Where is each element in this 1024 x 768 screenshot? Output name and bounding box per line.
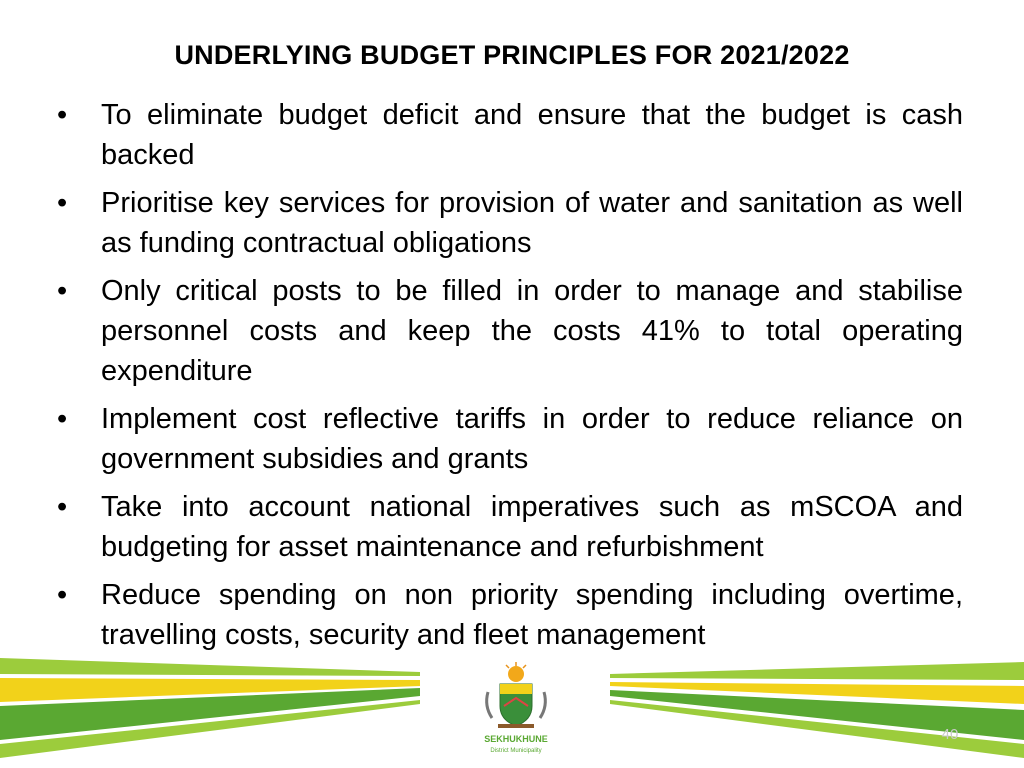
slide-title: UNDERLYING BUDGET PRINCIPLES FOR 2021/2022	[174, 40, 850, 70]
bullet-marker: •	[57, 403, 68, 435]
bullet-marker: •	[57, 99, 68, 131]
page-number: 40	[941, 726, 959, 743]
bullet-marker: •	[57, 491, 68, 523]
bullet-marker: •	[57, 275, 68, 307]
bullet-marker: •	[57, 579, 68, 611]
bullet-text: Reduce spending on non priority spending including overtime, travelling costs, security and fleet management	[101, 579, 963, 651]
bullet-text: To eliminate budget deficit and ensure that the budget is cash backed	[101, 99, 963, 171]
bullet-marker: •	[57, 187, 68, 219]
bullet-text: Take into account national imperatives such as mSCOA and budgeting for asset maintenance and refurbishment	[101, 491, 963, 563]
stripe-left-green-top	[0, 658, 420, 676]
bullet-item	[57, 399, 963, 479]
bullet-item	[57, 183, 963, 263]
bullet-list	[57, 95, 963, 663]
bullet-text: Only critical posts to be filled in order to manage and stabilise personnel costs and keep the costs 41% to total operating expenditure	[101, 275, 963, 387]
stripe-right-green-top	[610, 662, 1024, 680]
logo-subtitle: District Municipality	[490, 748, 542, 754]
bullet-item	[57, 95, 963, 175]
bullet-item	[57, 487, 963, 567]
logo-name: SEKHUKHUNE	[484, 734, 548, 744]
bullet-item	[57, 271, 963, 391]
bullet-text: Prioritise key services for provision of water and sanitation as well as funding contractual obligations	[101, 187, 963, 259]
bullet-text: Implement cost reflective tariffs in order to reduce reliance on government subsidies and grants	[101, 403, 963, 475]
sekhukhune-logo	[478, 662, 554, 758]
